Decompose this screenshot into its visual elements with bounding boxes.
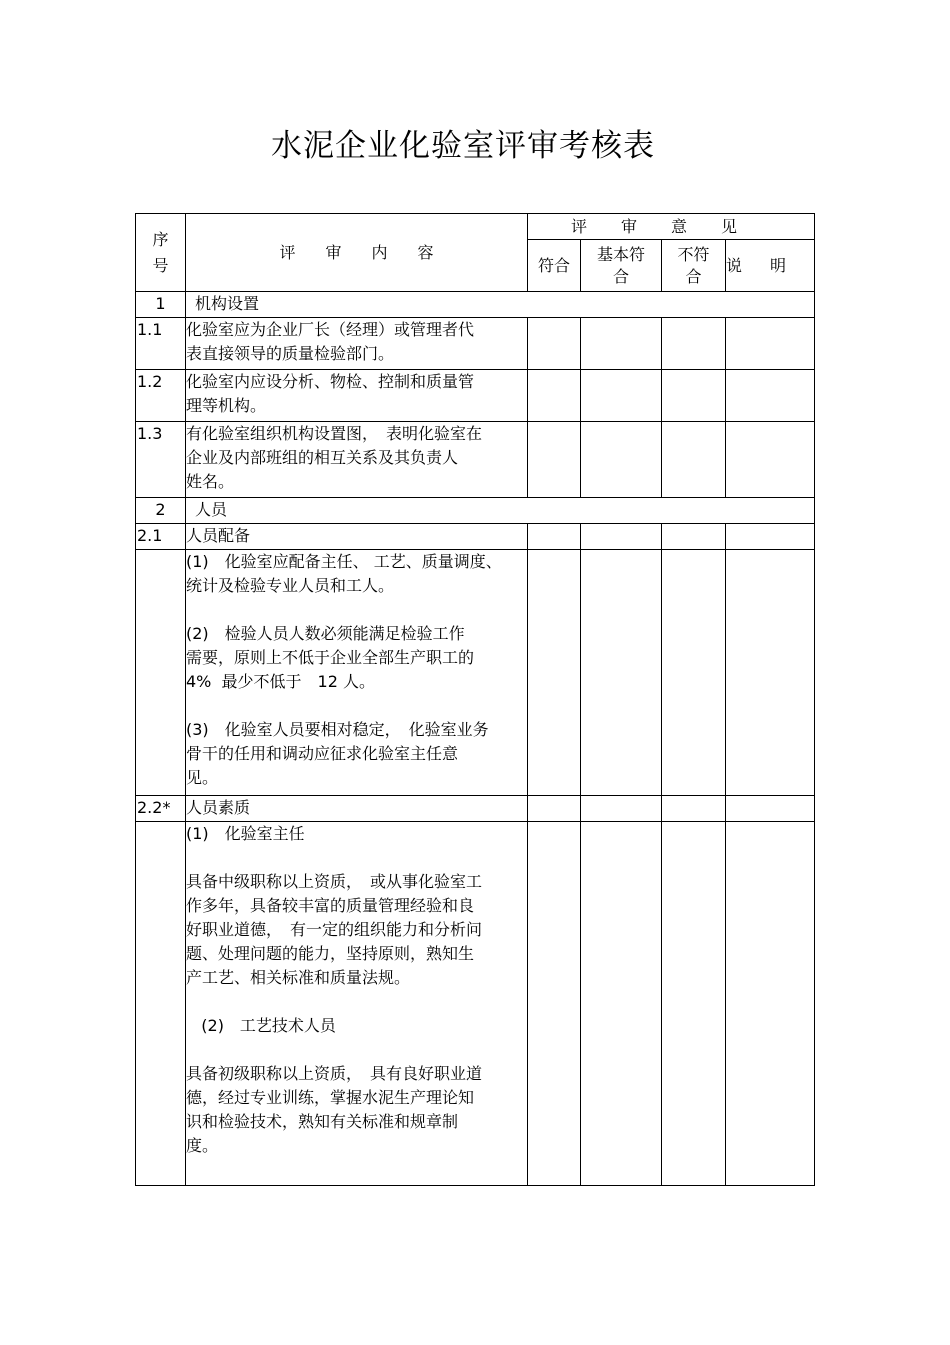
cell-nonconform[interactable]	[662, 422, 726, 498]
cell-conform[interactable]	[528, 318, 581, 370]
cell-explain[interactable]	[726, 796, 815, 822]
cell-basic-conform[interactable]	[581, 318, 662, 370]
cell-basic-conform[interactable]	[581, 822, 662, 1186]
row-number: 1	[136, 292, 186, 318]
header-seq-line1: 序	[152, 229, 169, 249]
page-title: 水泥企业化验室评审考核表	[271, 128, 655, 164]
header-conform: 符合	[528, 240, 581, 292]
table-row	[136, 524, 815, 550]
table-row	[136, 318, 815, 370]
section-title: 机构设置	[186, 292, 815, 318]
row-content: (1) 化验室应配备主任、 工艺、质量调度、 统计及检验专业人员和工人。 (2) 检验人员人数必须能满足检验工作 需要，原则上不低于企业全部生产职工的 4% 最少不低于 12 人。 (3) 化验室人员要相对稳定， 化验室业务 骨干的任用和调动应征求化验室主任意 见。	[186, 550, 528, 796]
row-content: 人员配备	[186, 524, 528, 550]
row-number: 1.3	[136, 422, 186, 498]
header-explain: 说明	[726, 240, 815, 292]
cell-basic-conform[interactable]	[581, 524, 662, 550]
cell-conform[interactable]	[528, 524, 581, 550]
cell-basic-conform[interactable]	[581, 550, 662, 796]
table-row	[136, 422, 815, 498]
section-title: 人员	[186, 498, 815, 524]
table-row	[136, 796, 815, 822]
row-number	[136, 550, 186, 796]
header-basic-line2: 合	[612, 266, 629, 286]
cell-nonconform[interactable]	[662, 550, 726, 796]
cell-nonconform[interactable]	[662, 524, 726, 550]
cell-conform[interactable]	[528, 796, 581, 822]
row-number: 1.1	[136, 318, 186, 370]
cell-explain[interactable]	[726, 422, 815, 498]
header-opinion: 评审意见	[528, 214, 815, 240]
cell-basic-conform[interactable]	[581, 796, 662, 822]
row-number: 2.1	[136, 524, 186, 550]
cell-nonconform[interactable]	[662, 318, 726, 370]
cell-conform[interactable]	[528, 370, 581, 422]
row-number: 1.2	[136, 370, 186, 422]
header-non-line1: 不符	[677, 244, 710, 264]
row-content: 有化验室组织机构设置图， 表明化验室在 企业及内部班组的相互关系及其负责人 姓名。	[186, 422, 528, 498]
row-content: 化验室应为企业厂长（经理）或管理者代 表直接领导的质量检验部门。	[186, 318, 528, 370]
review-table	[135, 213, 815, 1186]
header-seq-line2: 号	[152, 255, 169, 275]
table-row	[136, 822, 815, 1186]
cell-nonconform[interactable]	[662, 370, 726, 422]
cell-explain[interactable]	[726, 524, 815, 550]
cell-explain[interactable]	[726, 822, 815, 1186]
cell-explain[interactable]	[726, 370, 815, 422]
row-content: 人员素质	[186, 796, 528, 822]
section-row	[136, 498, 815, 524]
cell-nonconform[interactable]	[662, 822, 726, 1186]
cell-conform[interactable]	[528, 822, 581, 1186]
cell-basic-conform[interactable]	[581, 370, 662, 422]
cell-explain[interactable]	[726, 318, 815, 370]
row-number	[136, 822, 186, 1186]
cell-conform[interactable]	[528, 422, 581, 498]
table-row	[136, 550, 815, 796]
cell-basic-conform[interactable]	[581, 422, 662, 498]
cell-explain[interactable]	[726, 550, 815, 796]
row-content: (1) 化验室主任 具备中级职称以上资质， 或从事化验室工 作多年，具备较丰富的质量管理经验和良 好职业道德， 有一定的组织能力和分析问 题、处理问题的能力，坚持原则，熟知生 产工艺、相关标准和质量法规。 (2) 工艺技术人员 具备初级职称以上资质， 具有良好职业道 德，经过专业训练，掌握水泥生产理论知 识和检验技术，熟知有关标准和规章制 度。	[186, 822, 528, 1186]
header-content-label: 评审内容	[279, 242, 464, 262]
table-row	[136, 370, 815, 422]
header-basic-conform	[581, 240, 662, 292]
row-number: 2	[136, 498, 186, 524]
row-number: 2.2*	[136, 796, 186, 822]
header-basic-line1: 基本符	[596, 244, 645, 264]
header-non-line2: 合	[685, 266, 702, 286]
header-content	[186, 214, 528, 292]
header-seq	[136, 214, 186, 292]
section-row	[136, 292, 815, 318]
cell-nonconform[interactable]	[662, 796, 726, 822]
row-content: 化验室内应设分析、物检、控制和质量管 理等机构。	[186, 370, 528, 422]
cell-conform[interactable]	[528, 550, 581, 796]
header-nonconform	[662, 240, 726, 292]
